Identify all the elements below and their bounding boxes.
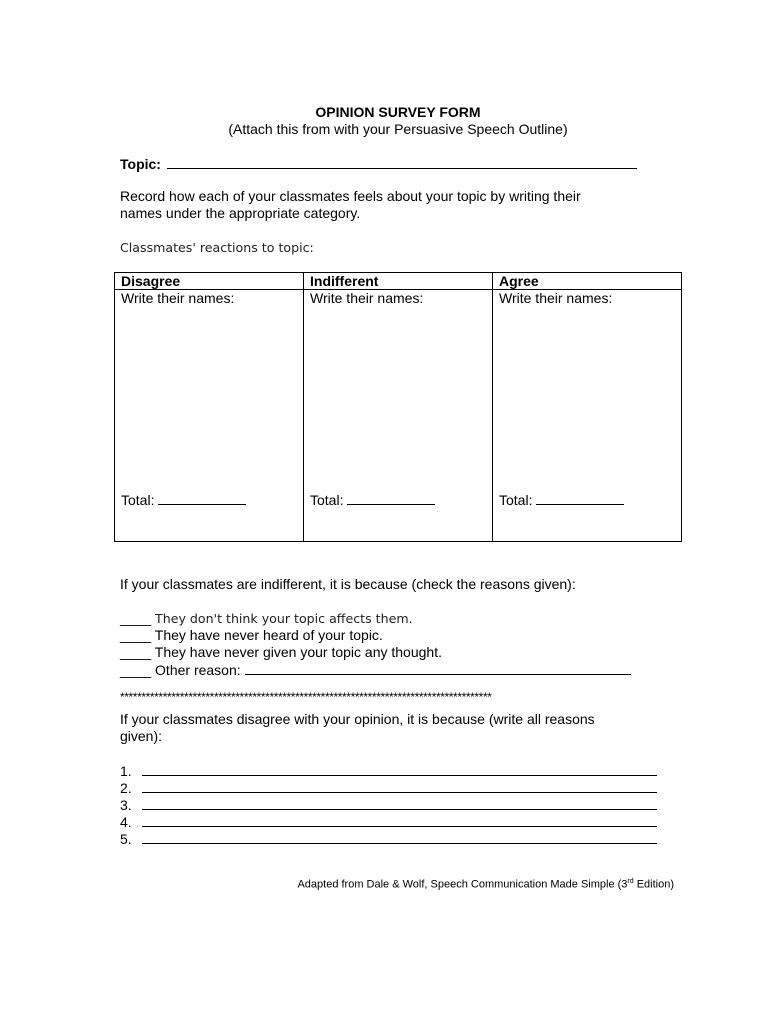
total-disagree: Total: (121, 491, 246, 508)
table-header-row (115, 273, 682, 290)
reason-row (120, 661, 631, 679)
reason-text: They don't think your topic affects them. (155, 611, 413, 626)
disagree-question-line-1: If your classmates disagree with your opinion, it is because (write all reasons (120, 711, 595, 727)
total-agree: Total: (499, 491, 624, 508)
reason-number: 4. (120, 814, 132, 830)
reason-blank[interactable] (142, 813, 657, 827)
indifferent-question: If your classmates are indifferent, it is because (check the reasons given): (120, 576, 576, 592)
topic-row (120, 155, 637, 172)
instructions-line-1: Record how each of your classmates feels about your topic by writing their (120, 188, 581, 204)
reason-blank[interactable] (142, 779, 657, 793)
reason-blank[interactable] (142, 830, 657, 844)
cell-indifferent[interactable] (304, 290, 493, 542)
heading-disagree: Disagree (115, 273, 304, 290)
reason-blank[interactable] (142, 762, 657, 776)
form-title: OPINION SURVEY FORM (315, 104, 481, 120)
reason-row (120, 627, 383, 644)
checkbox-blank[interactable]: ____ (120, 627, 152, 643)
attribution-footer: Adapted from Dale & Wolf, Speech Communication Made Simple (3rd Edition) (297, 878, 674, 891)
topic-blank (167, 155, 637, 169)
heading-indifferent: Indifferent (304, 273, 493, 290)
other-reason-blank[interactable] (245, 661, 631, 675)
reason-row (120, 610, 413, 627)
instructions-line-2: names under the appropriate category. (120, 205, 361, 221)
reason-line (120, 762, 657, 780)
table-body-row (115, 290, 682, 542)
names-label-agree: Write their names: (499, 290, 613, 306)
checkbox-blank[interactable]: ____ (120, 610, 152, 626)
reason-line (120, 779, 657, 797)
topic-label: Topic: (120, 156, 161, 172)
reactions-label: Classmates' reactions to topic: (120, 240, 314, 255)
form-subtitle: (Attach this from with your Persuasive Speech Outline) (228, 121, 568, 137)
total-blank-disagree (158, 491, 246, 505)
total-blank-indifferent (347, 491, 435, 505)
checkbox-blank[interactable]: ____ (120, 662, 152, 678)
reason-blank[interactable] (142, 796, 657, 810)
total-blank-agree (536, 491, 624, 505)
reason-number: 5. (120, 831, 132, 847)
reason-text: Other reason: (155, 662, 241, 678)
reason-line (120, 830, 657, 848)
names-label-disagree: Write their names: (121, 290, 235, 306)
reason-number: 1. (120, 763, 132, 779)
heading-agree: Agree (493, 273, 682, 290)
reason-text: They have never heard of your topic. (154, 627, 383, 643)
cell-disagree[interactable] (115, 290, 304, 542)
reason-number: 2. (120, 780, 132, 796)
reason-text: They have never given your topic any thought. (154, 644, 442, 660)
survey-table (114, 272, 682, 542)
total-indifferent: Total: (310, 491, 435, 508)
names-label-indifferent: Write their names: (310, 290, 424, 306)
checkbox-blank[interactable]: ____ (120, 644, 152, 660)
reason-number: 3. (120, 797, 132, 813)
reason-row (120, 644, 442, 661)
separator-stars: *************************************************************************************** (120, 690, 492, 704)
disagree-question-line-2: given): (120, 728, 163, 744)
reason-line (120, 813, 657, 831)
reason-line (120, 796, 657, 814)
cell-agree[interactable] (493, 290, 682, 542)
